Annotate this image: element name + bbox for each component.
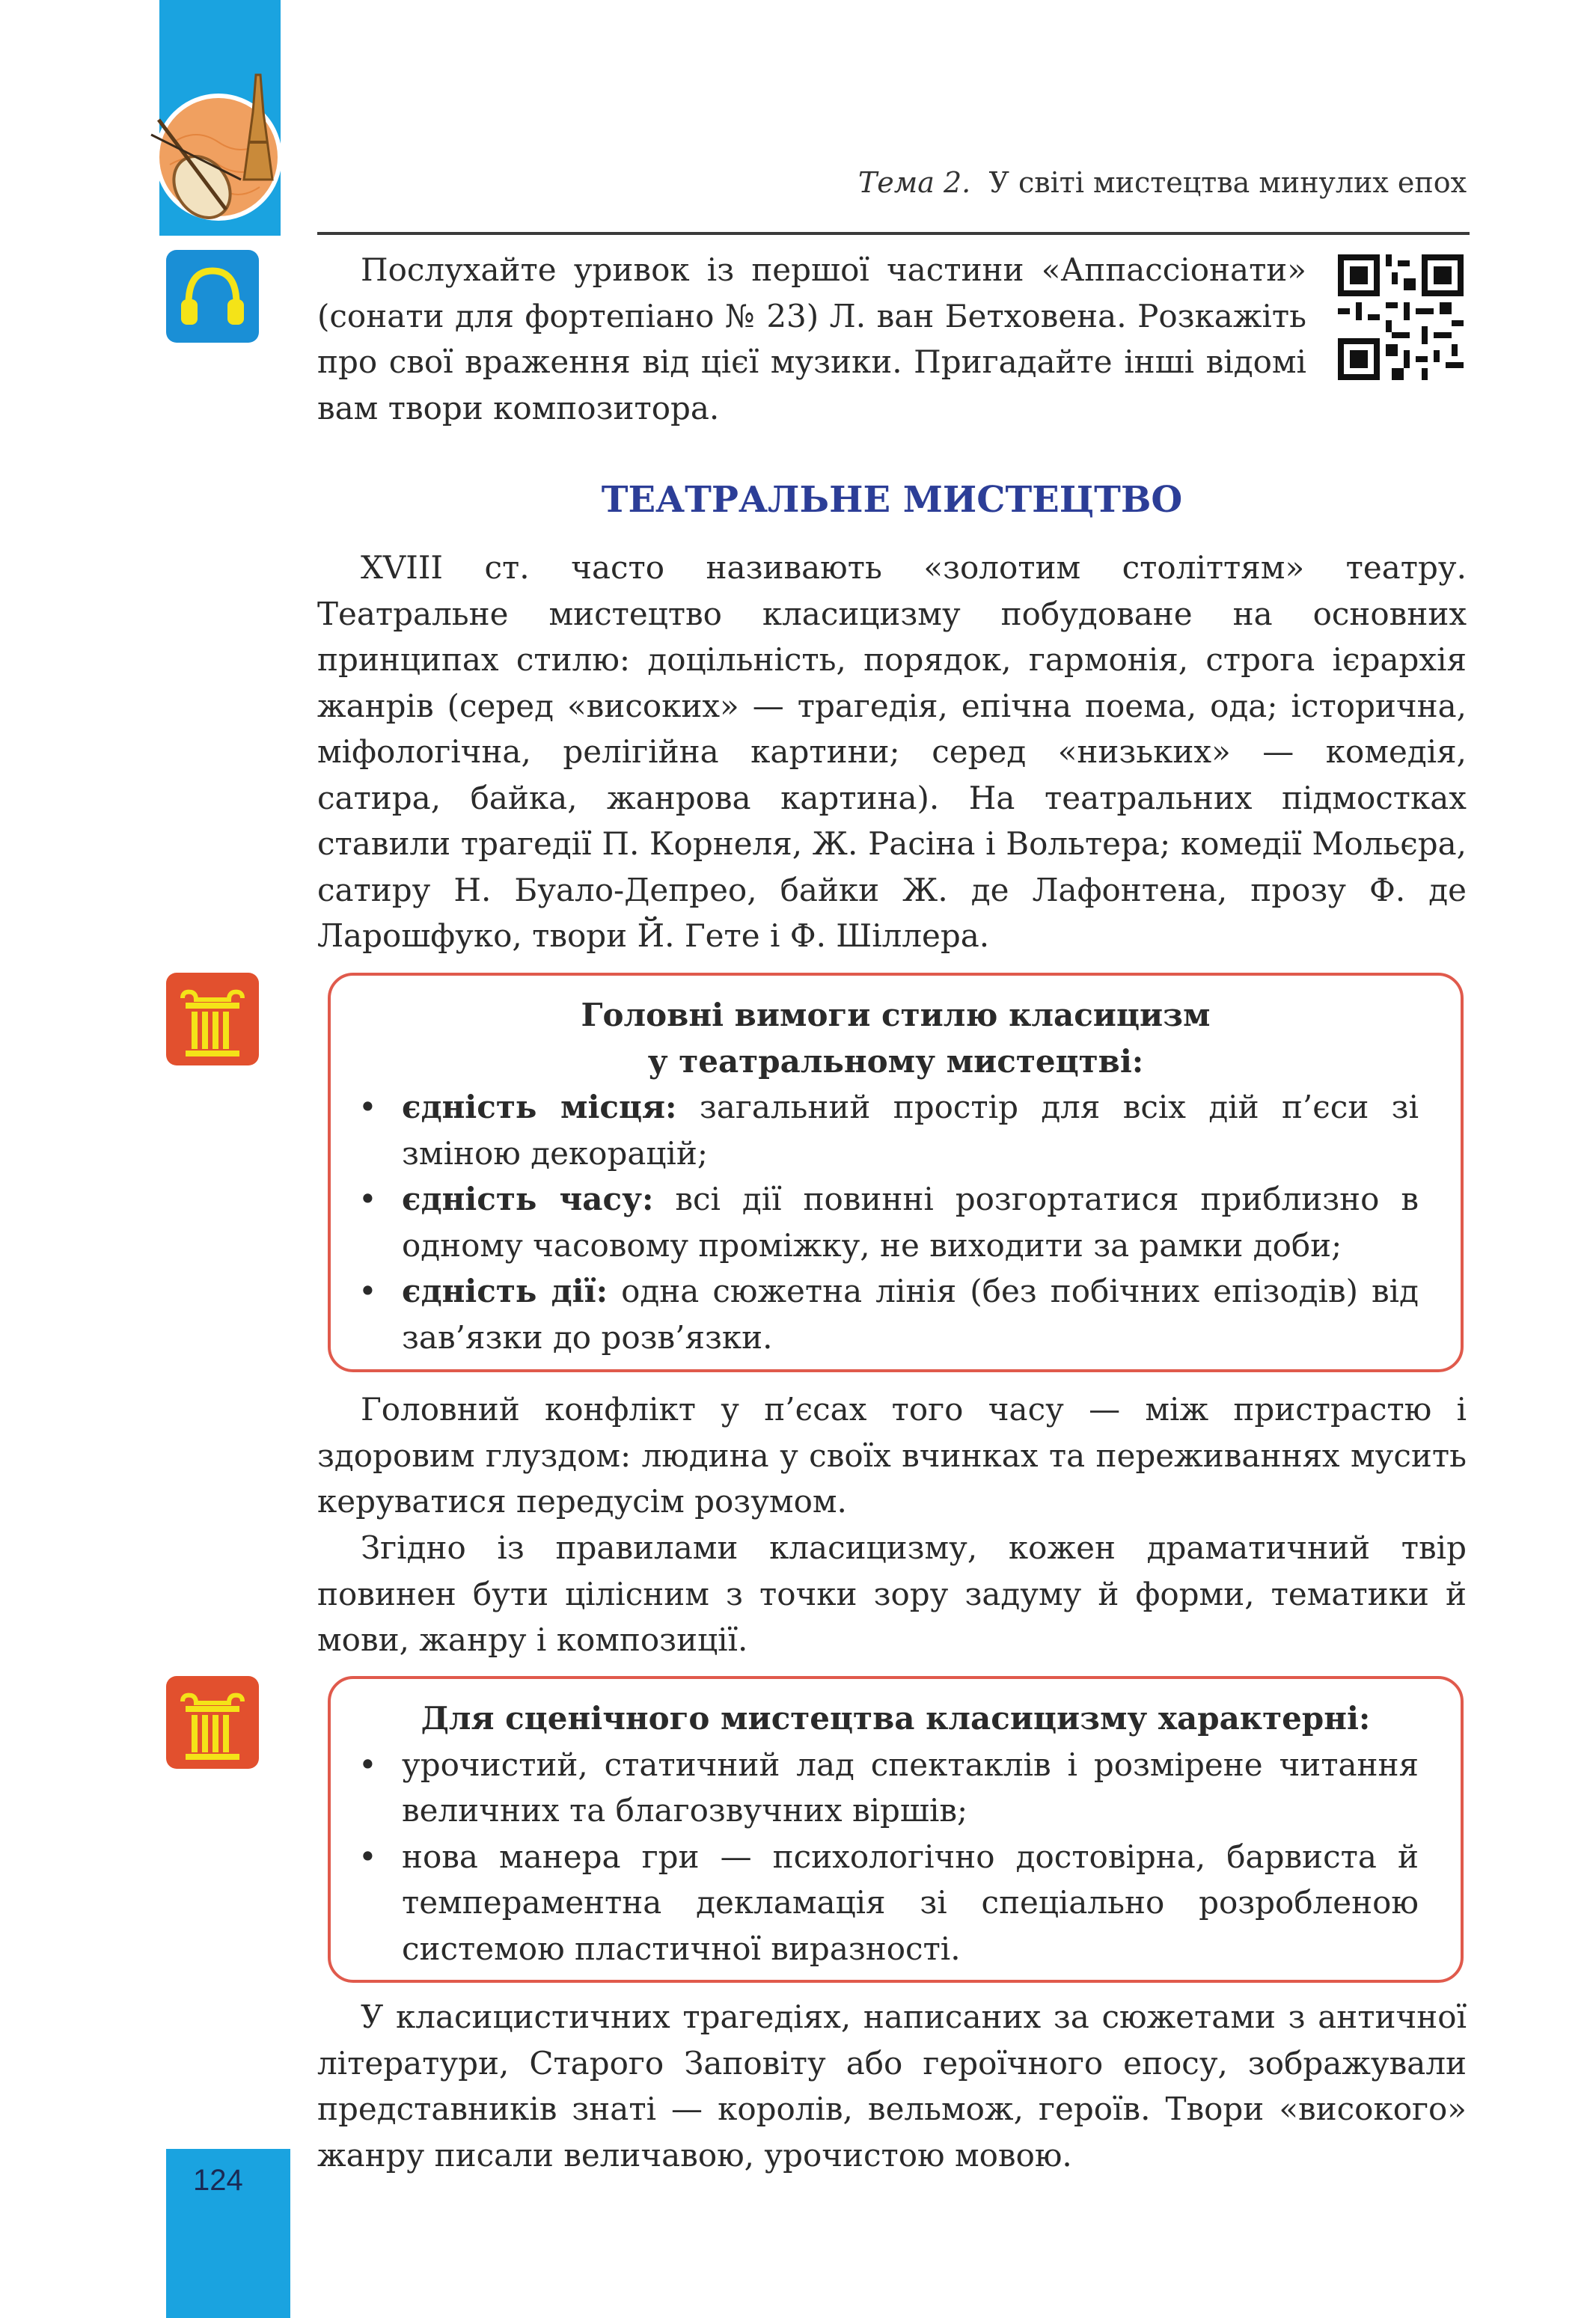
list-item: • урочистий, статичний лад спектаклів і розмірене читання величних та благозвучних віршів; <box>402 1742 1419 1834</box>
list-item: • нова манера гри — психологічно достовірна, барвиста й темпераментна декламація зі спеціально розробленою системою пластичної виразності. <box>402 1834 1419 1972</box>
intro-paragraph: XVIII ст. часто називають «золотим століттям» театру. Театральне мистецтво класицизму побудоване на основних принципах стилю: доцільність, порядок, гармонія, строга ієрархія жанрів (серед «високих» — трагедія, епічна поема, ода; історична, міфологічна, релігійна картини; серед «низьких» — комедія, сатира, байка, жанрова картина). На театральних підмостках ставили трагедії П. Корнеля, Ж. Расіна і Вольтера; комедії Мольєра, сатиру Н. Буало-Депрео, байки Ж. де Лафонтена, прозу Ф. де Ларошфуко, твори Й. Гете і Ф. Шіллера. <box>317 549 1467 954</box>
headphones-icon <box>166 250 259 343</box>
unity-term: єдність місця: <box>402 1089 677 1125</box>
section-heading: ТЕАТРАЛЬНЕ МИСТЕЦТВО <box>601 479 1183 521</box>
list-item <box>402 1268 1419 1360</box>
classicism-requirements-box <box>328 973 1464 1372</box>
unity-text: загальний простір для всіх дій п’єси зі зміною декорацій; <box>402 1089 1419 1172</box>
listen-task: Послухайте уривок із першої частини «Аппассіонати» (сонати для фортепіано № 23) Л. ван Бетховена. Розкажіть про свої враження від цієї музики. Пригадайте інші відомі вам твори композитора. <box>317 251 1306 426</box>
unity-text: всі дії повинні розгортатися приблизно в одному часовому проміжку, не виходити за рамки доби; <box>402 1181 1419 1264</box>
stage-art-list <box>331 1742 1461 1972</box>
page-number: 124 <box>193 2164 243 2197</box>
rules-paragraph: Згідно із правилами класицизму, кожен драматичний твір повинен бути цілісним з точки зору задуму й форми, тематики й мови, жанру і композиції. <box>317 1529 1467 1658</box>
violin-eiffel-tower-emblem <box>144 67 293 239</box>
running-header <box>823 166 1467 199</box>
list-item <box>402 1084 1419 1176</box>
topic-title: У світі мистецтва минулих епох <box>988 166 1467 199</box>
unity-term: єдність дії: <box>402 1273 608 1309</box>
header-rule <box>317 232 1470 235</box>
tragedies-paragraph: У класицистичних трагедіях, написаних за сюжетами з античної літератури, Старого Заповіту або героїчного епосу, зображували представників знаті — королів, вельмож, героїв. Твори «високого» жанру писали величавою, урочистою мовою. <box>317 1999 1467 2174</box>
requirements-list <box>331 1084 1461 1360</box>
box-title: Для сценічного мистецтва класицизму характерні: <box>421 1700 1371 1737</box>
ionic-column-icon <box>166 973 259 1065</box>
unity-text: одна сюжетна лінія (без побічних епізодів) від зав’язки до розв’язки. <box>402 1273 1419 1356</box>
list-item <box>402 1176 1419 1268</box>
conflict-paragraph: Головний конфлікт у п’єсах того часу — між пристрастю і здоровим глуздом: людина у своїх вчинках та переживаннях мусить керуватися передусім розумом. <box>317 1391 1467 1520</box>
box-title-line2: у театральному мистецтві: <box>647 1042 1144 1080</box>
unity-term: єдність часу: <box>402 1181 654 1217</box>
qr-code-icon[interactable] <box>1338 254 1464 380</box>
box-title-line1: Головні вимоги стилю класицизм <box>581 997 1211 1033</box>
stage-art-box <box>328 1676 1464 1983</box>
ionic-column-icon <box>166 1676 259 1769</box>
topic-label: Тема 2. <box>857 166 971 199</box>
